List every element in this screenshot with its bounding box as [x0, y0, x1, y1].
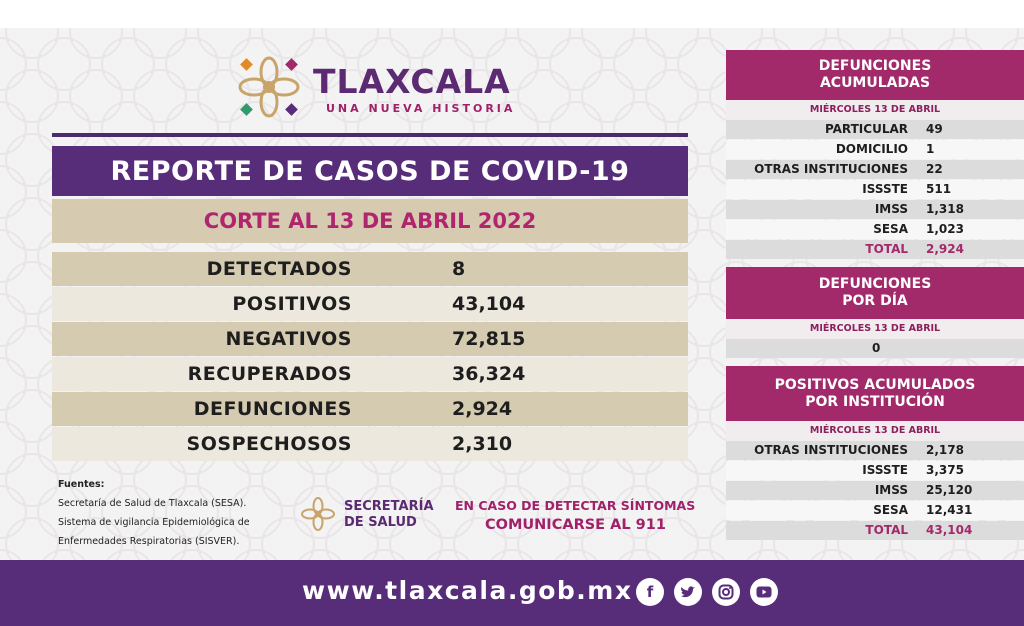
stat-label: RECUPERADOS: [187, 363, 352, 385]
twitter-icon[interactable]: [674, 578, 702, 606]
institution-row: [726, 220, 1024, 239]
stat-value: 8: [452, 258, 466, 280]
deaths-accumulated-panel: [726, 50, 1024, 260]
institution-row: [726, 441, 1024, 460]
stat-label: DEFUNCIONES: [193, 398, 352, 420]
institution-label: OTRAS INSTITUCIONES: [754, 443, 908, 457]
report-stats-table: [52, 252, 688, 462]
stat-value: 2,924: [452, 398, 513, 420]
panel-title-line: DEFUNCIONES: [818, 276, 932, 292]
health-secretariat-logo: [300, 496, 336, 532]
deaths-per-day-panel: [726, 267, 1024, 359]
institution-row: [726, 200, 1024, 219]
total-value: 43,104: [926, 523, 973, 537]
institution-value: 3,375: [926, 463, 964, 477]
stat-value: 72,815: [452, 328, 526, 350]
brand-title: TLAXCALA: [313, 62, 511, 101]
stat-row: [52, 287, 688, 321]
positives-by-institution-panel: [726, 366, 1024, 541]
report-title: REPORTE DE CASOS DE COVID-19: [52, 146, 688, 196]
institution-row: [726, 160, 1024, 179]
stat-row: [52, 427, 688, 461]
sources-title: Fuentes:: [58, 479, 105, 490]
stat-value: 43,104: [452, 293, 526, 315]
positives-header: [726, 366, 1024, 421]
stat-label: NEGATIVOS: [225, 328, 352, 350]
total-row: [726, 240, 1024, 259]
deaths-per-day-header: [726, 267, 1024, 319]
health-secretariat-name: [344, 499, 434, 531]
institution-value: 2,178: [926, 443, 964, 457]
total-value: 2,924: [926, 242, 964, 256]
institution-row: [726, 120, 1024, 139]
institution-label: OTRAS INSTITUCIONES: [754, 162, 908, 176]
institution-label: IMSS: [874, 483, 908, 497]
total-label: TOTAL: [865, 523, 908, 537]
top-margin: [0, 0, 1024, 28]
panel-title-line: POSITIVOS ACUMULADOS: [774, 376, 976, 393]
website-link[interactable]: www.tlaxcala.gob.mx: [302, 576, 633, 605]
header-divider: [52, 133, 688, 137]
panel-date: MIÉRCOLES 13 DE ABRIL: [726, 100, 1024, 120]
total-row: [726, 521, 1024, 540]
source-line: Secretaría de Salud de Tlaxcala (SESA).: [58, 498, 247, 509]
stat-row: [52, 252, 688, 286]
institution-row: [726, 461, 1024, 480]
stat-row: [52, 322, 688, 356]
instagram-icon[interactable]: [712, 578, 740, 606]
panel-date: MIÉRCOLES 13 DE ABRIL: [726, 421, 1024, 441]
institution-value: 49: [926, 122, 943, 136]
institution-row: [726, 140, 1024, 159]
sources-block: [58, 475, 250, 551]
institution-row: [726, 501, 1024, 520]
panel-title-line: DEFUNCIONES: [818, 58, 932, 74]
total-label: TOTAL: [865, 242, 908, 256]
stat-label: DETECTADOS: [206, 258, 352, 280]
tlaxcala-flower-logo: [236, 54, 302, 120]
panel-title-line: ACUMULADAS: [819, 75, 931, 91]
institution-label: ISSSTE: [862, 182, 908, 196]
symptom-warning: EN CASO DE DETECTAR SÍNTOMAS: [455, 498, 696, 513]
stat-label: POSITIVOS: [232, 293, 352, 315]
institution-value: 25,120: [926, 483, 973, 497]
source-line: Enfermedades Respiratorias (SISVER).: [58, 536, 240, 547]
health-name-line: SECRETARÍA: [344, 499, 434, 514]
daily-deaths-value: 0: [872, 341, 881, 355]
youtube-icon[interactable]: [750, 578, 778, 606]
institution-label: SESA: [873, 503, 908, 517]
institution-value: 12,431: [926, 503, 973, 517]
facebook-icon[interactable]: f: [636, 578, 664, 606]
stat-value: 2,310: [452, 433, 513, 455]
report-cutoff-date: CORTE AL 13 DE ABRIL 2022: [52, 199, 688, 243]
institution-label: DOMICILIO: [835, 142, 908, 156]
deaths-accumulated-header: [726, 50, 1024, 100]
institution-label: ISSSTE: [862, 463, 908, 477]
institution-value: 1,318: [926, 202, 964, 216]
source-line: Sistema de vigilancia Epidemiológica de: [58, 517, 250, 528]
institution-row: [726, 180, 1024, 199]
institution-value: 22: [926, 162, 943, 176]
institution-label: SESA: [873, 222, 908, 236]
daily-deaths-row: [726, 339, 1024, 358]
stat-label: SOSPECHOSOS: [186, 433, 352, 455]
emergency-number: COMUNICARSE AL 911: [485, 517, 666, 533]
stat-row: [52, 392, 688, 426]
institution-label: IMSS: [874, 202, 908, 216]
health-name-line: DE SALUD: [344, 515, 417, 530]
panel-date: MIÉRCOLES 13 DE ABRIL: [726, 319, 1024, 339]
stat-row: [52, 357, 688, 391]
brand-subtitle: UNA NUEVA HISTORIA: [326, 102, 516, 115]
institution-value: 1,023: [926, 222, 964, 236]
stat-value: 36,324: [452, 363, 526, 385]
panel-title-line: POR DÍA: [842, 293, 908, 309]
institution-value: 511: [926, 182, 952, 196]
institution-row: [726, 481, 1024, 500]
institution-label: PARTICULAR: [824, 122, 908, 136]
panel-title-line: POR INSTITUCIÓN: [805, 393, 945, 410]
institution-value: 1: [926, 142, 935, 156]
